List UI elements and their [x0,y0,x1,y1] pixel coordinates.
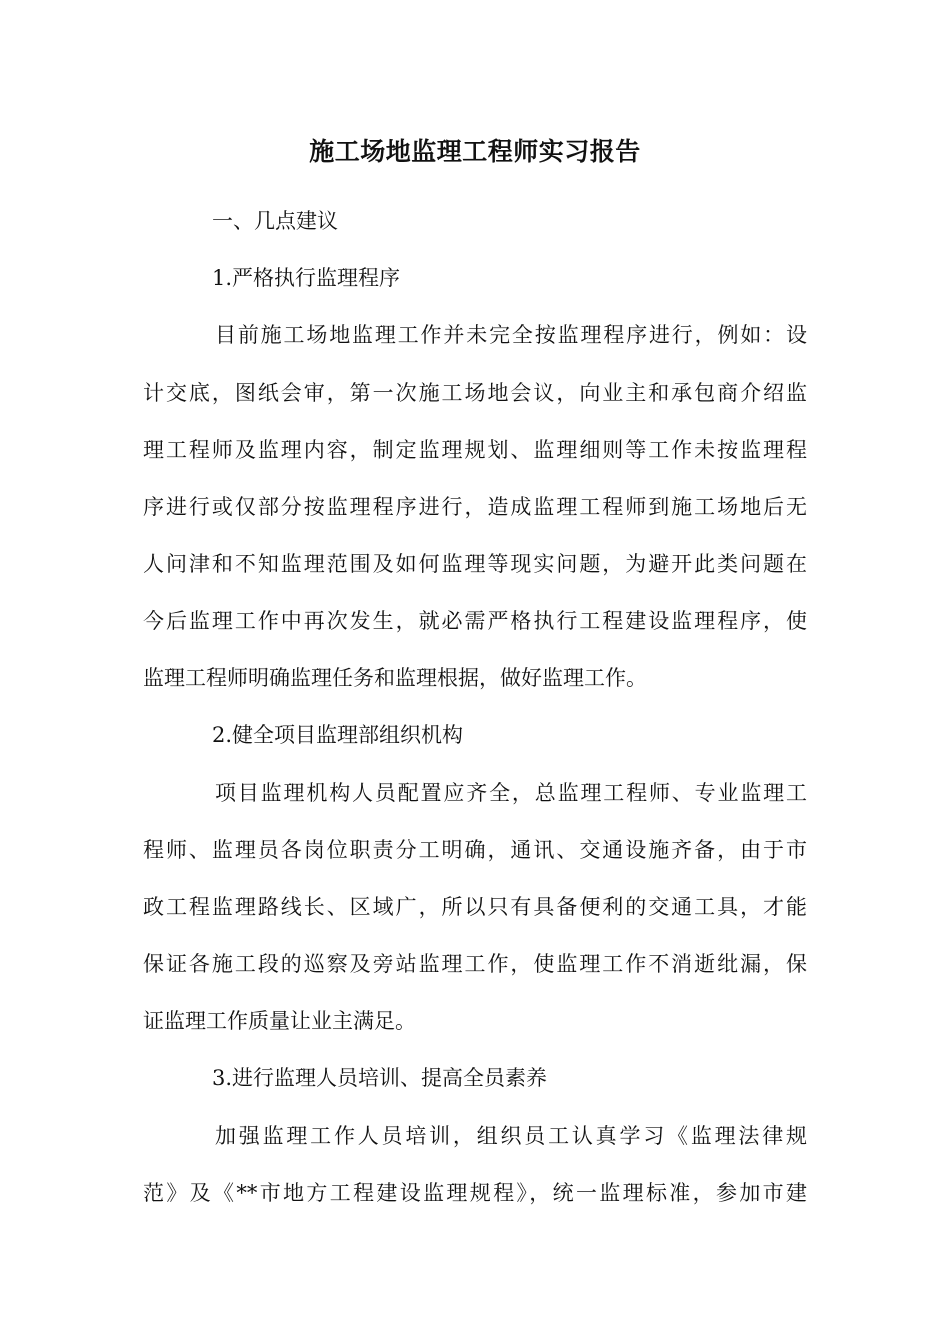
item-heading-2: 2.健全项目监理部组织机构 [212,723,464,747]
paragraph-line: 程师、监理员各岗位职责分工明确，通讯、交通设施齐备，由于市 [143,838,807,862]
paragraph-line: 今后监理工作中再次发生，就必需严格执行工程建设监理程序，使 [143,609,807,633]
paragraph-line: 人问津和不知监理范围及如何监理等现实问题，为避开此类问题在 [143,552,807,576]
document-title: 施工场地监理工程师实习报告 [309,137,641,166]
paragraph-line: 计交底，图纸会审，第一次施工场地会议，向业主和承包商介绍监 [143,381,807,405]
paragraph-line: 范》及《**市地方工程建设监理规程》，统一监理标准，参加市建 [143,1181,807,1205]
paragraph-line: 项目监理机构人员配置应齐全，总监理工程师、专业监理工 [215,781,807,805]
item-heading-1: 1.严格执行监理程序 [212,266,401,290]
paragraph-line: 证监理工作质量让业主满足。 [143,1009,416,1033]
paragraph-line: 加强监理工作人员培训，组织员工认真学习《监理法律规 [215,1124,807,1148]
item-heading-3: 3.进行监理人员培训、提高全员素养 [212,1066,548,1090]
paragraph-line: 政工程监理路线长、区域广，所以只有具备便利的交通工具，才能 [143,895,807,919]
paragraph-line: 保证各施工段的巡察及旁站监理工作，使监理工作不消逝纰漏，保 [143,952,807,976]
section-heading: 一、几点建议 [212,209,338,233]
paragraph-line: 监理工程师明确监理任务和监理根据，做好监理工作。 [143,666,647,690]
paragraph-line: 目前施工场地监理工作并未完全按监理程序进行，例如：设 [215,323,807,347]
paragraph-line: 理工程师及监理内容，制定监理规划、监理细则等工作未按监理程 [143,438,807,462]
paragraph-line: 序进行或仅部分按监理程序进行，造成监理工程师到施工场地后无 [143,495,807,519]
